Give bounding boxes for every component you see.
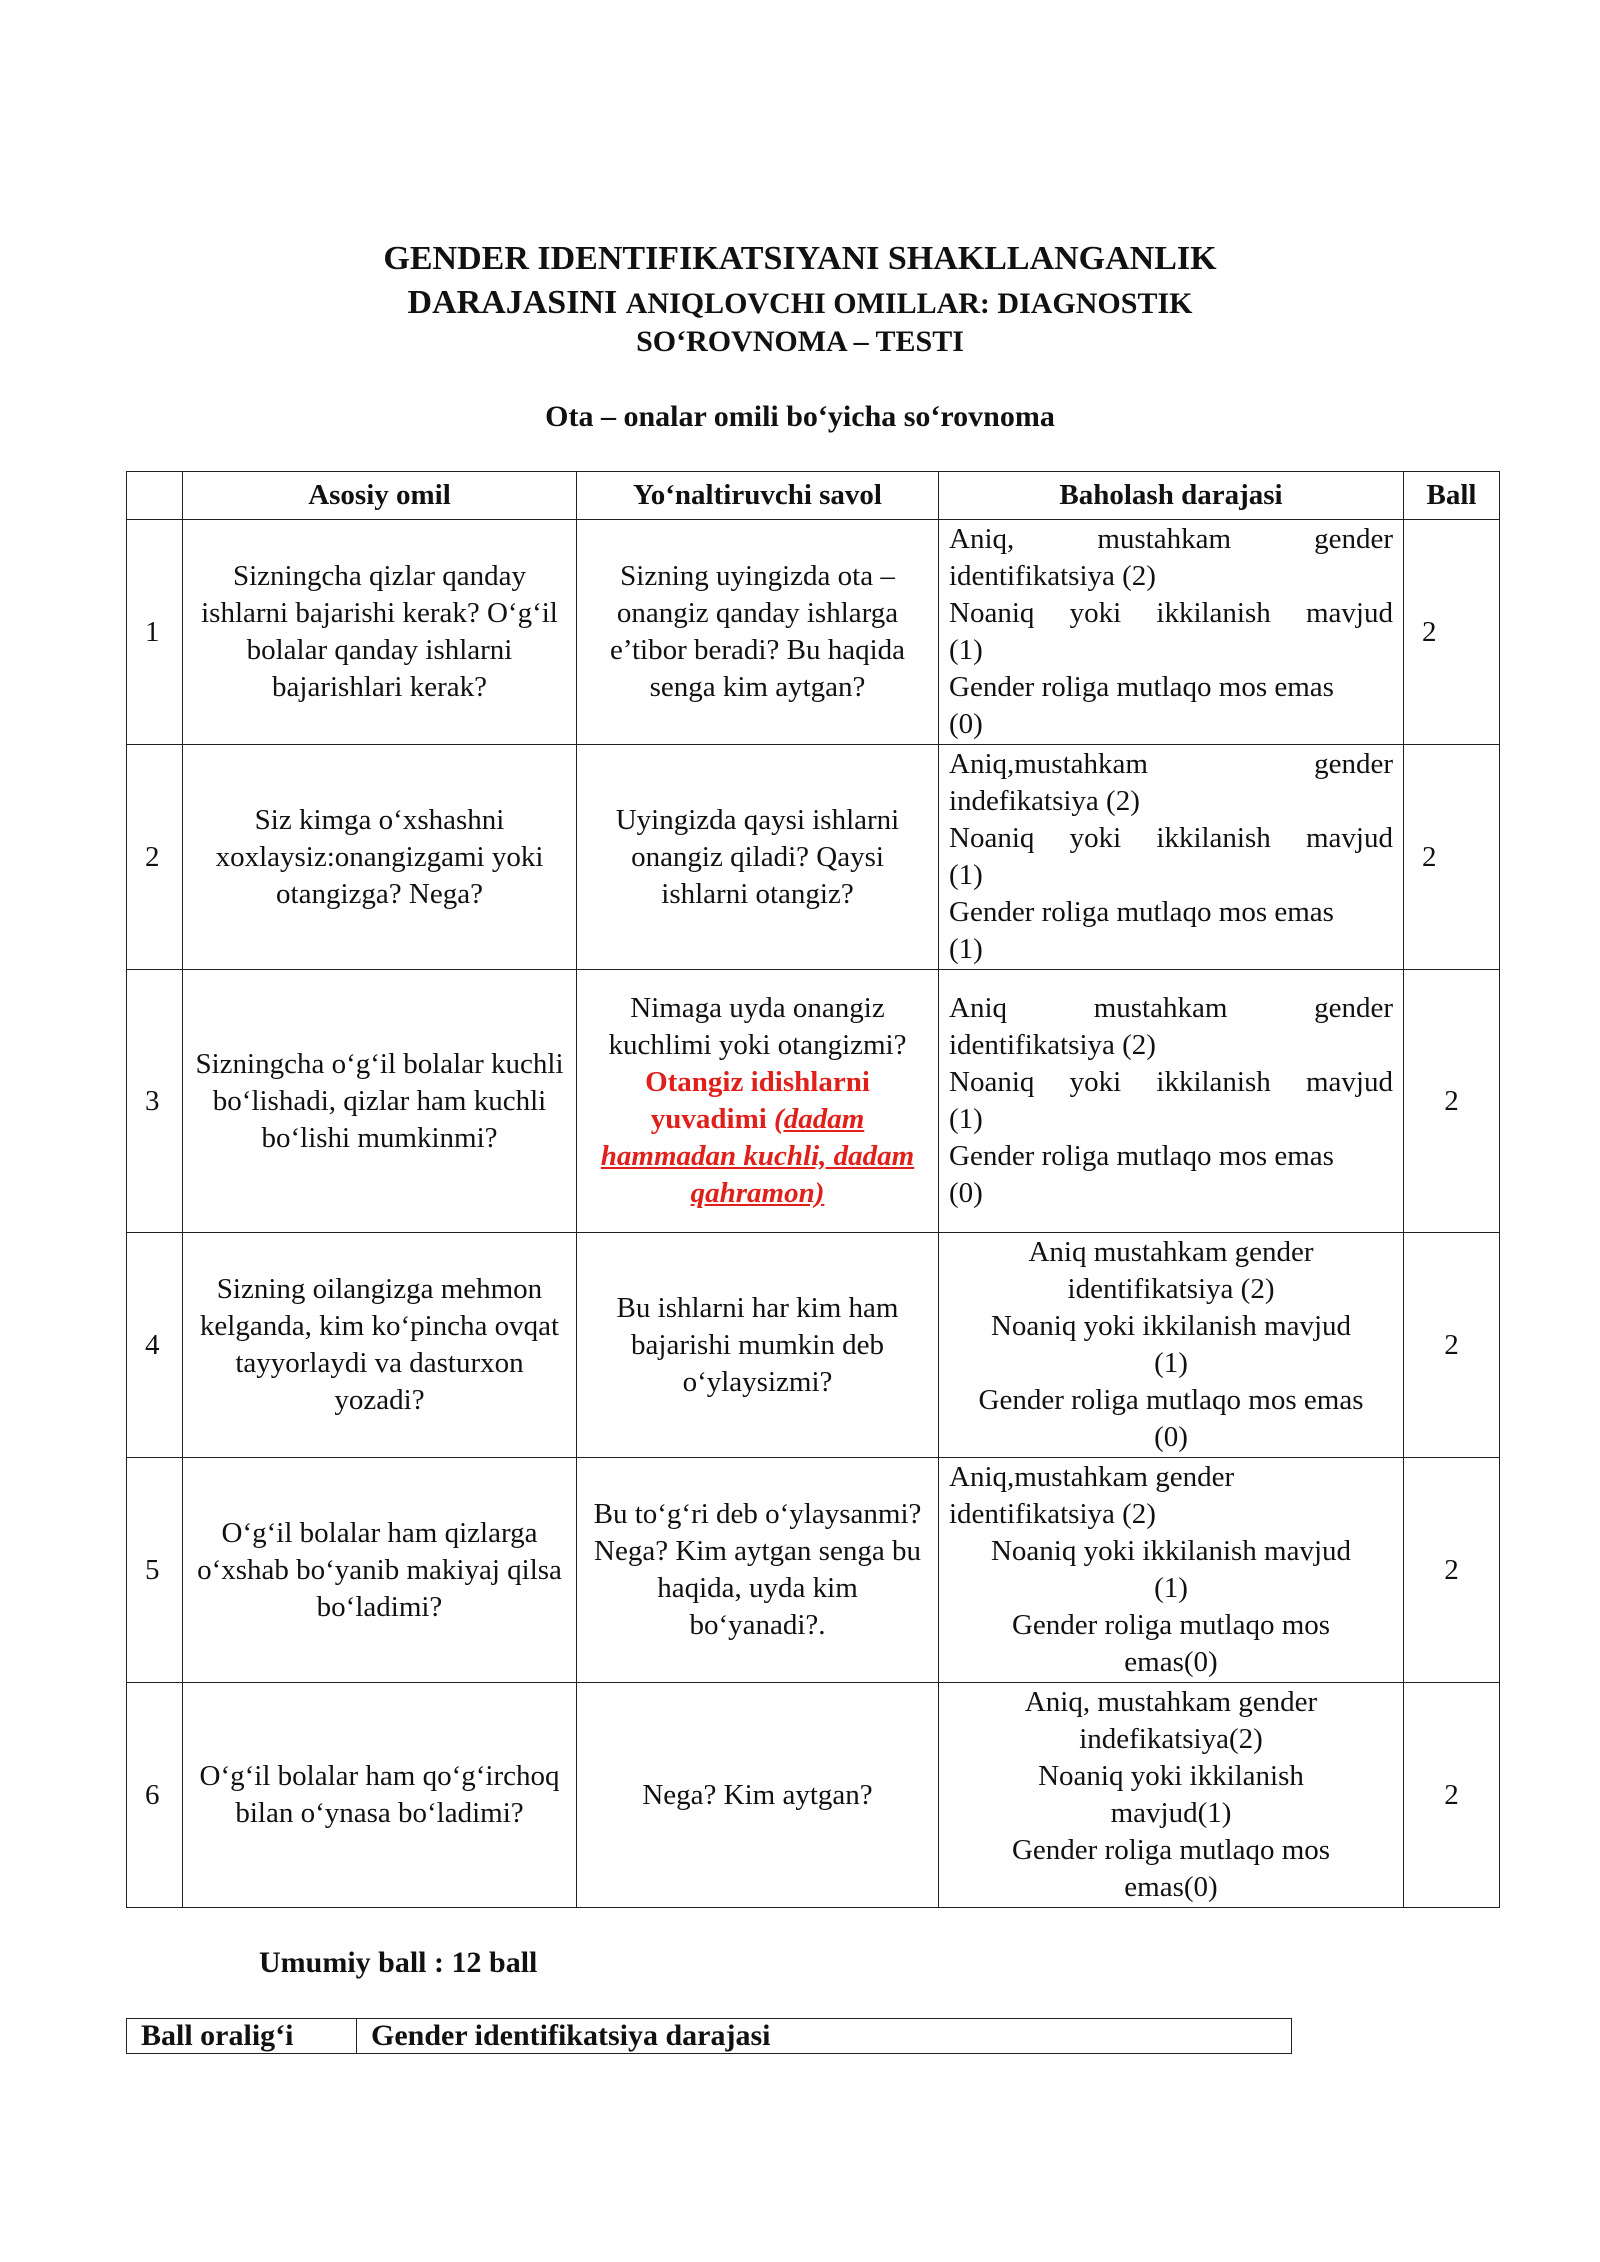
baholash-cell — [939, 970, 1404, 1233]
table-row — [127, 1683, 1500, 1908]
savol-cell: Bu to‘g‘ri deb o‘ylaysanmi? Nega? Kim aytgan senga bu haqida, uyda kim bo‘yanadi?. — [577, 1458, 939, 1683]
baho-line: identifikatsiya (2) — [949, 1029, 1156, 1061]
savol-plain: Nimaga uyda onangiz kuchlimi yoki otangizmi? — [608, 992, 907, 1061]
asosiy-omil-cell: Sizning oilangizga mehmon kelganda, kim ko‘pincha ovqat tayyorlaydi va dasturxon yozadi? — [183, 1233, 577, 1458]
baho-line: (1) — [1154, 1347, 1188, 1379]
table-row — [127, 1458, 1500, 1683]
ball-cell: 2 — [1404, 745, 1500, 970]
title-line-2 — [0, 284, 1600, 322]
baho-line: Aniq,mustahkam gender — [949, 1461, 1235, 1493]
baho-line: mavjud(1) — [1110, 1797, 1232, 1829]
baho-line: identifikatsiya (2) — [949, 1498, 1156, 1530]
baho-line: Gender roliga mutlaqo mos emas — [978, 1384, 1364, 1416]
baho-line: Noaniq yoki ikkilanish mavjud — [949, 822, 1393, 854]
row-number: 4 — [127, 1233, 183, 1458]
baho-line: Gender roliga mutlaqo mos emas — [949, 896, 1334, 928]
header-asosiy-omil: Asosiy omil — [183, 472, 577, 520]
baho-line: emas(0) — [1124, 1646, 1218, 1678]
ball-cell: 2 — [1404, 1233, 1500, 1458]
baho-line: (1) — [949, 1103, 983, 1135]
header-number — [127, 472, 183, 520]
baho-line: Gender roliga mutlaqo mos emas — [949, 671, 1334, 703]
title-line-2-small: ANIQLOVCHI OMILLAR: DIAGNOSTIK — [625, 287, 1193, 320]
baho-line: (1) — [949, 634, 983, 666]
baholash-cell — [939, 520, 1404, 745]
baho-line: indefikatsiya (2) — [949, 785, 1140, 817]
score-range-table — [126, 2018, 1292, 2054]
row-number: 6 — [127, 1683, 183, 1908]
ball-cell: 2 — [1404, 970, 1500, 1233]
baholash-cell — [939, 1458, 1404, 1683]
baho-line: (1) — [949, 859, 983, 891]
row-number: 1 — [127, 520, 183, 745]
header-ball: Ball — [1404, 472, 1500, 520]
savol-red-italic: (dadam hammadan kuchli, dadam qahramon) — [600, 1103, 915, 1209]
baho-line: Noaniq yoki ikkilanish mavjud — [949, 597, 1393, 629]
savol-cell: Uyingizda qaysi ishlarni onangiz qiladi? Qaysi ishlarni otangiz? — [577, 745, 939, 970]
table-row — [127, 1233, 1500, 1458]
ball-oraligi-header: Ball oralig‘i — [127, 2019, 357, 2054]
row-number: 2 — [127, 745, 183, 970]
asosiy-omil-cell: O‘g‘il bolalar ham qo‘g‘irchoq bilan o‘ynasa bo‘ladimi? — [183, 1683, 577, 1908]
savol-cell: Sizning uyingizda ota – onangiz qanday ishlarga e’tibor beradi? Bu haqida senga kim aytgan? — [577, 520, 939, 745]
baho-line: Gender roliga mutlaqo mos — [1011, 1834, 1331, 1866]
baho-line: (0) — [949, 1177, 983, 1209]
ball-cell: 2 — [1404, 1458, 1500, 1683]
baholash-cell — [939, 745, 1404, 970]
row-number: 3 — [127, 970, 183, 1233]
savol-cell: Bu ishlarni har kim ham bajarishi mumkin deb o‘ylaysizmi? — [577, 1233, 939, 1458]
baho-line: Gender roliga mutlaqo mos — [1011, 1609, 1331, 1641]
header-baholash: Baholash darajasi — [939, 472, 1404, 520]
baho-line: Aniq mustahkam gender — [1028, 1236, 1314, 1268]
asosiy-omil-cell: Sizningcha o‘g‘il bolalar kuchli bo‘lishadi, qizlar ham kuchli bo‘lishi mumkinmi? — [183, 970, 577, 1233]
title-line-1: GENDER IDENTIFIKATSIYANI SHAKLLANGANLIK — [383, 240, 1217, 277]
baho-line: Aniq, mustahkam gender — [1024, 1686, 1318, 1718]
table-header-row — [127, 472, 1500, 520]
survey-table — [126, 471, 1500, 1908]
baho-line: Noaniq yoki ikkilanish mavjud — [949, 1066, 1393, 1098]
row-number: 5 — [127, 1458, 183, 1683]
savol-cell: Nega? Kim aytgan? — [577, 1683, 939, 1908]
baho-line: Aniq,mustahkam gender — [949, 748, 1393, 780]
asosiy-omil-cell: O‘g‘il bolalar ham qizlarga o‘xshab bo‘yanib makiyaj qilsa bo‘ladimi? — [183, 1458, 577, 1683]
baho-line: identifikatsiya (2) — [949, 560, 1156, 592]
baho-line: (0) — [949, 708, 983, 740]
baho-line: Aniq, mustahkam gender — [949, 523, 1393, 555]
asosiy-omil-cell: Sizningcha qizlar qanday ishlarni bajarishi kerak? O‘g‘il bolalar qanday ishlarni bajarishlari kerak? — [183, 520, 577, 745]
baho-line: (1) — [1154, 1572, 1188, 1604]
baho-line: (0) — [1154, 1421, 1188, 1453]
total-score: Umumiy ball : 12 ball — [259, 1946, 538, 1979]
baho-line: (1) — [949, 933, 983, 965]
table-row — [127, 520, 1500, 745]
table-row — [127, 745, 1500, 970]
ball-cell: 2 — [1404, 1683, 1500, 1908]
baho-line: Gender roliga mutlaqo mos emas — [949, 1140, 1334, 1172]
table-row — [127, 2019, 1292, 2054]
subtitle: Ota – onalar omili bo‘yicha so‘rovnoma — [545, 400, 1055, 433]
baho-line: Noaniq yoki ikkilanish mavjud — [990, 1310, 1352, 1342]
baho-line: Noaniq yoki ikkilanish — [1038, 1760, 1304, 1792]
title-line-2-big: DARAJASINI — [407, 284, 618, 321]
baho-line: indefikatsiya(2) — [1079, 1723, 1263, 1755]
baho-line: Aniq mustahkam gender — [949, 992, 1393, 1024]
ball-cell: 2 — [1404, 520, 1500, 745]
title-line-3: SO‘ROVNOMA – TESTI — [636, 325, 964, 358]
baho-line: identifikatsiya (2) — [1067, 1273, 1275, 1305]
header-savol: Yo‘naltiruvchi savol — [577, 472, 939, 520]
savol-red: Otangiz idishlarni yuvadimi — [645, 1066, 870, 1135]
savol-cell — [577, 970, 939, 1233]
table-row — [127, 970, 1500, 1233]
baholash-cell — [939, 1683, 1404, 1908]
baholash-cell — [939, 1233, 1404, 1458]
baho-line: emas(0) — [1124, 1871, 1218, 1903]
baho-line: Noaniq yoki ikkilanish mavjud — [990, 1535, 1352, 1567]
gender-darajasi-header: Gender identifikatsiya darajasi — [357, 2019, 1292, 2054]
asosiy-omil-cell: Siz kimga o‘xshashni xoxlaysiz:onangizgami yoki otangizga? Nega? — [183, 745, 577, 970]
